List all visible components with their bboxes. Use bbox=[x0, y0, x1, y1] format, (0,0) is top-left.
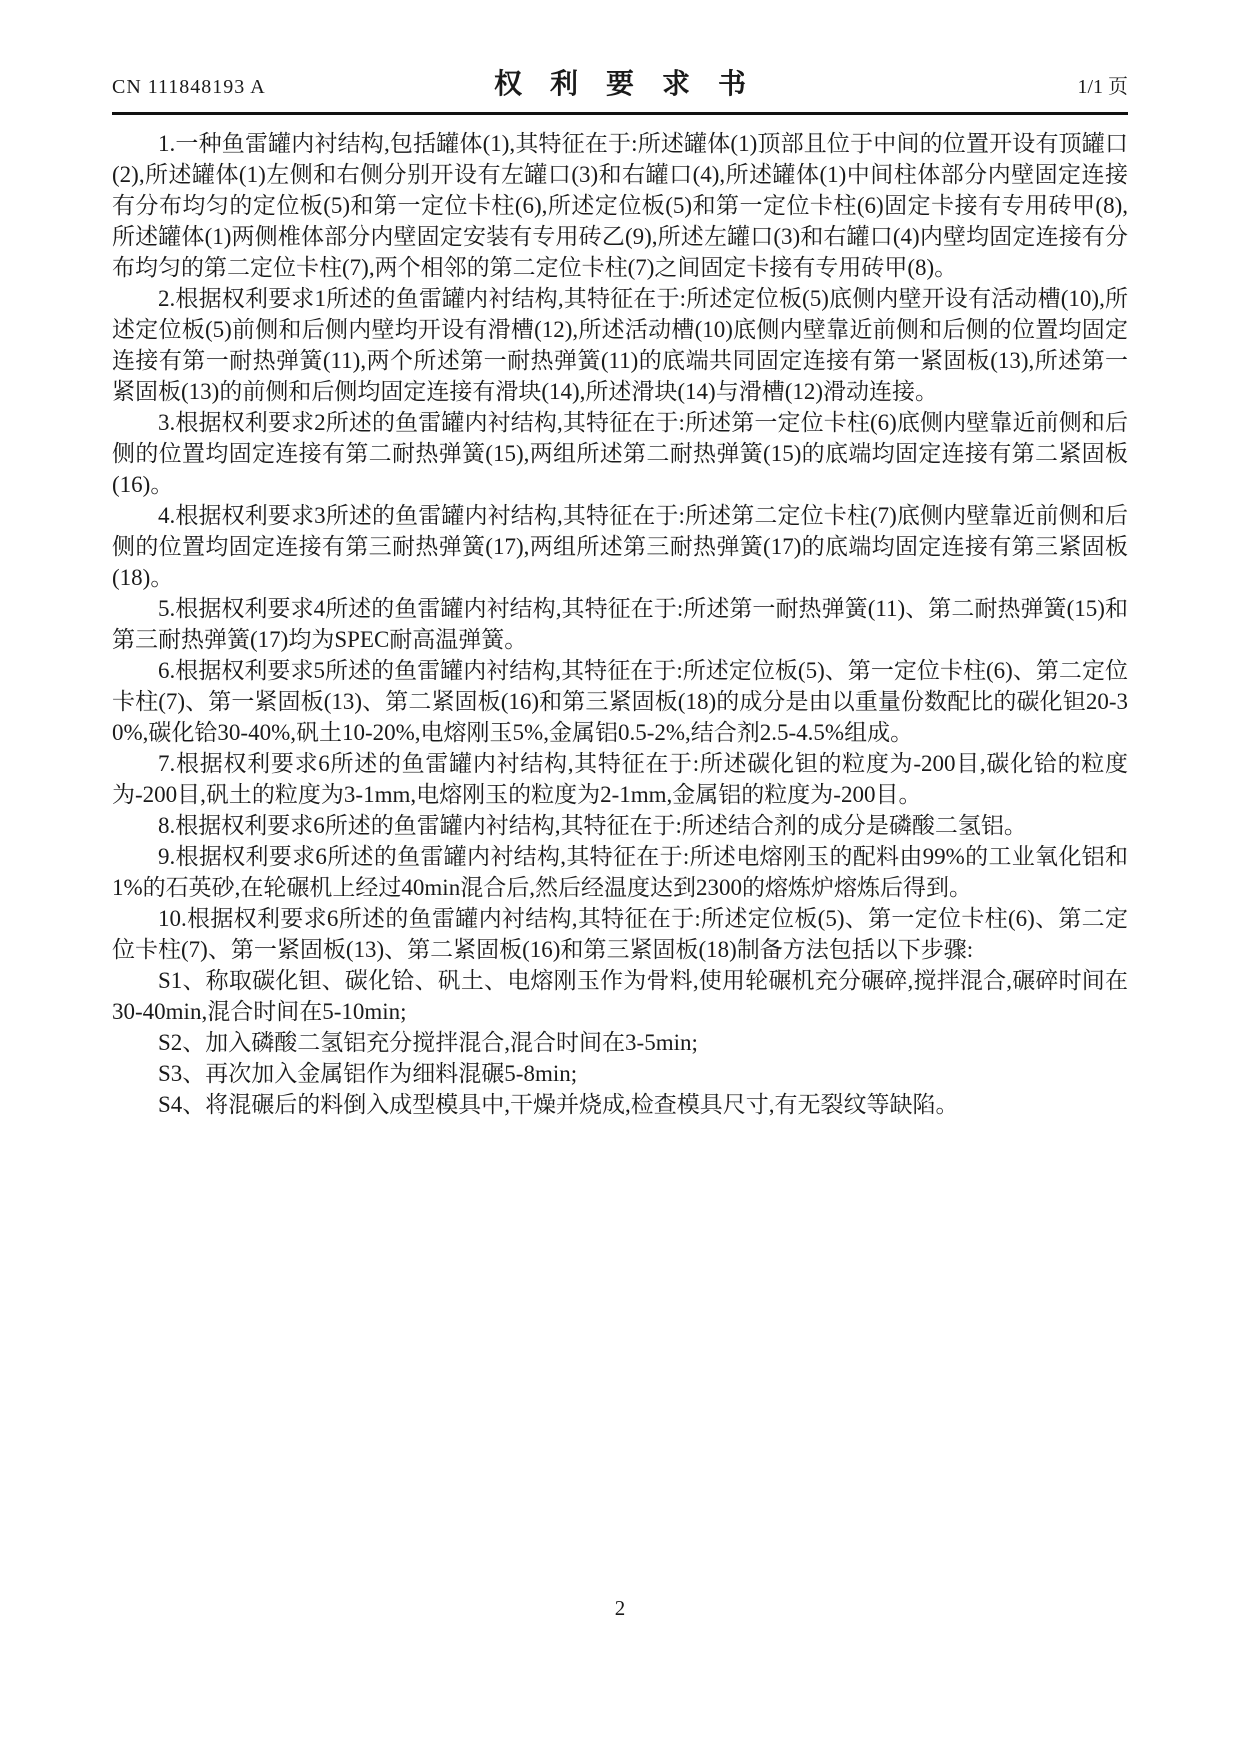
patent-publication-number: CN 111848193 A bbox=[112, 76, 266, 98]
claim-10-step-s2: S2、加入磷酸二氢铝充分搅拌混合,混合时间在3-5min; bbox=[158, 1030, 698, 1055]
claim-2: 2.根据权利要求1所述的鱼雷罐内衬结构,其特征在于:所述定位板(5)底侧内壁开设有活动槽(10),所述定位板(5)前侧和后侧内壁均开设有滑槽(12),所述活动槽(10)底侧内壁靠近前侧和后侧的位置均固定连接有第一耐热弹簧(11),两个所述第一耐热弹簧(11)的底端共同固定连接有第一紧固板(13),所述第一紧固板(13)的前侧和后侧均固定连接有滑块(14),所述滑块(14)与滑槽(12)滑动连接。 bbox=[112, 286, 1128, 404]
claim-10-step-s3: S3、再次加入金属铝作为细料混碾5-8min; bbox=[158, 1061, 578, 1086]
claim-4: 4.根据权利要求3所述的鱼雷罐内衬结构,其特征在于:所述第二定位卡柱(7)底侧内壁靠近前侧和后侧的位置均固定连接有第三耐热弹簧(17),两组所述第三耐热弹簧(17)的底端均固定连接有第三紧固板(18)。 bbox=[112, 503, 1128, 590]
claim-6: 6.根据权利要求5所述的鱼雷罐内衬结构,其特征在于:所述定位板(5)、第一定位卡柱(6)、第二定位卡柱(7)、第一紧固板(13)、第二紧固板(16)和第三紧固板(18)的成分是由以重量份数配比的碳化钽20-30%,碳化铪30-40%,矾土10-20%,电熔刚玉5%,金属铝0.5-2%,结合剂2.5-4.5%组成。 bbox=[112, 658, 1128, 745]
page-footer bbox=[0, 1596, 1240, 1621]
claim-9: 9.根据权利要求6所述的鱼雷罐内衬结构,其特征在于:所述电熔刚玉的配料由99%的工业氧化铝和1%的石英砂,在轮碾机上经过40min混合后,然后经温度达到2300的熔炼炉熔炼后得到。 bbox=[112, 844, 1128, 900]
page-header bbox=[112, 62, 1128, 115]
claim-3: 3.根据权利要求2所述的鱼雷罐内衬结构,其特征在于:所述第一定位卡柱(6)底侧内壁靠近前侧和后侧的位置均固定连接有第二耐热弹簧(15),两组所述第二耐热弹簧(15)的底端均固定连接有第二紧固板(16)。 bbox=[112, 410, 1128, 497]
claim-10: 10.根据权利要求6所述的鱼雷罐内衬结构,其特征在于:所述定位板(5)、第一定位卡柱(6)、第二定位卡柱(7)、第一紧固板(13)、第二紧固板(16)和第三紧固板(18)制备方法包括以下步骤: bbox=[112, 906, 1128, 962]
claim-7: 7.根据权利要求6所述的鱼雷罐内衬结构,其特征在于:所述碳化钽的粒度为-200目,碳化铪的粒度为-200目,矾土的粒度为3-1mm,电熔刚玉的粒度为2-1mm,金属铝的粒度为-200目。 bbox=[112, 751, 1128, 807]
claim-10-step-s1: S1、称取碳化钽、碳化铪、矾土、电熔刚玉作为骨料,使用轮碾机充分碾碎,搅拌混合,碾碎时间在30-40min,混合时间在5-10min; bbox=[112, 968, 1128, 1024]
claim-10-step-s4: S4、将混碾后的料倒入成型模具中,干燥并烧成,检查模具尺寸,有无裂纹等缺陷。 bbox=[158, 1092, 959, 1117]
claim-1: 1.一种鱼雷罐内衬结构,包括罐体(1),其特征在于:所述罐体(1)顶部且位于中间的位置开设有顶罐口(2),所述罐体(1)左侧和右侧分别开设有左罐口(3)和右罐口(4),所述罐体(1)中间柱体部分内壁固定连接有分布均匀的定位板(5)和第一定位卡柱(6),所述定位板(5)和第一定位卡柱(6)固定卡接有专用砖甲(8),所述罐体(1)两侧椎体部分内壁固定安装有专用砖乙(9),所述左罐口(3)和右罐口(4)内壁均固定连接有分布均匀的第二定位卡柱(7),两个相邻的第二定位卡柱(7)之间固定卡接有专用砖甲(8)。 bbox=[112, 131, 1128, 280]
document-title: 权利要求书 bbox=[493, 69, 774, 100]
claims-body bbox=[112, 128, 1128, 1120]
footer-page-number: 2 bbox=[614, 1596, 626, 1620]
claim-8: 8.根据权利要求6所述的鱼雷罐内衬结构,其特征在于:所述结合剂的成分是磷酸二氢铝。 bbox=[158, 813, 1027, 838]
page-indicator: 1/1 页 bbox=[1077, 76, 1128, 98]
claim-5: 5.根据权利要求4所述的鱼雷罐内衬结构,其特征在于:所述第一耐热弹簧(11)、第二耐热弹簧(15)和第三耐热弹簧(17)均为SPEC耐高温弹簧。 bbox=[112, 596, 1128, 652]
